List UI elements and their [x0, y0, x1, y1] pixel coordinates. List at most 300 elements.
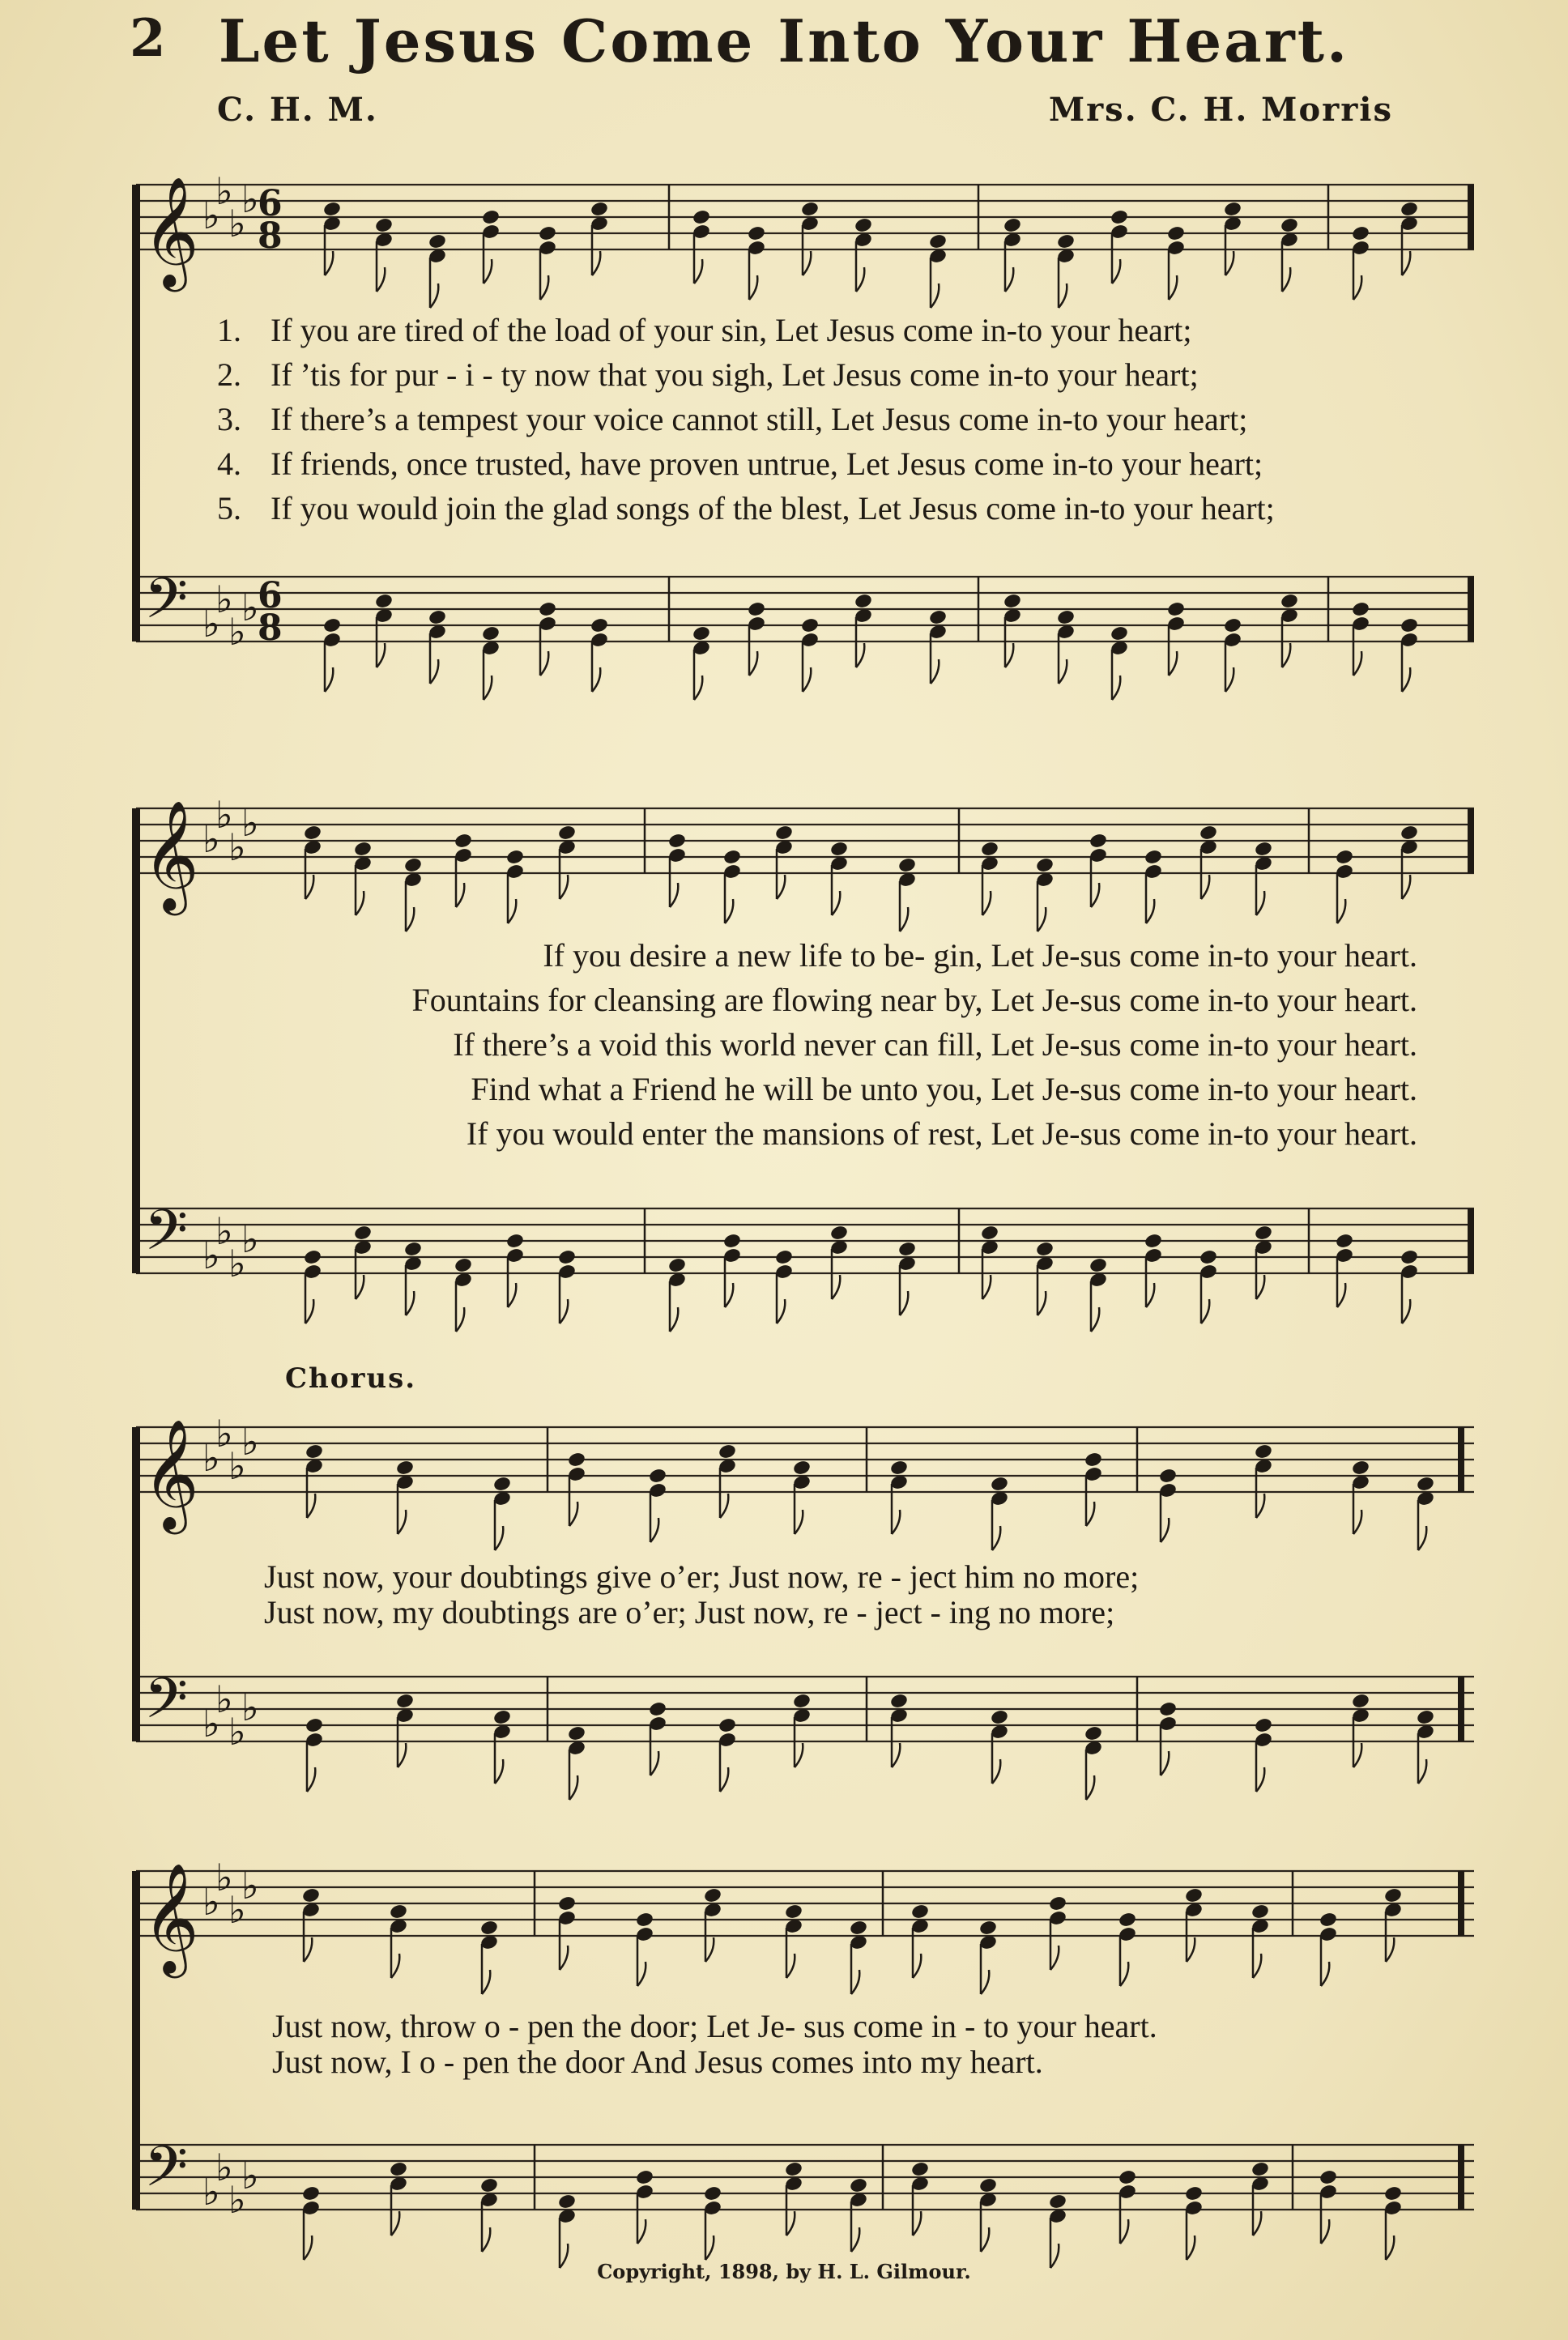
note-head [1351, 1460, 1370, 1477]
note-flag [430, 283, 438, 308]
note-head [1383, 2185, 1403, 2202]
note-flag [670, 1307, 678, 1332]
composer-credit: Mrs. C. H. Morris [1048, 91, 1393, 129]
chorus-line: Just now, my doubtings are o’er; Just now, re - ject - ing no more; [264, 1594, 1115, 1630]
note-head [1254, 1225, 1273, 1242]
note-head [1184, 1887, 1204, 1904]
verse-line: If you desire a new life to be- gin, Let Je-sus come in-to your heart. [543, 937, 1417, 974]
note-flag [1225, 667, 1234, 692]
note-head [722, 849, 742, 866]
flat-icon: ♭ [215, 1412, 233, 1456]
note-head [747, 225, 766, 242]
flat-icon: ♭ [215, 1677, 233, 1721]
note-flag [1169, 275, 1177, 300]
note-head [990, 1476, 1009, 1493]
note-flag [670, 883, 678, 907]
verse-line: Find what a Friend he will be unto you, Let Je-sus come in-to your heart. [471, 1071, 1417, 1107]
note-head [703, 2185, 722, 2202]
note-flag [795, 1743, 803, 1767]
note-head [1199, 1249, 1218, 1266]
note-head [1223, 617, 1242, 634]
note-flag [725, 899, 733, 923]
note-head [978, 2177, 998, 2194]
note-flag [1282, 643, 1290, 667]
note-flag [430, 659, 438, 684]
note-flag [1418, 1526, 1426, 1550]
time-signature: 6 [258, 575, 283, 616]
note-head [481, 209, 501, 226]
note-head [1319, 1912, 1338, 1929]
note-flag [1169, 651, 1177, 676]
note-head [1084, 1725, 1103, 1742]
bass-clef-icon: 𝄢 [144, 2133, 189, 2213]
note-head [590, 201, 609, 218]
note-head [718, 1443, 737, 1460]
flat-icon: ♭ [228, 1710, 246, 1754]
note-head [1035, 857, 1055, 874]
note-flag [377, 267, 385, 292]
note-head [1223, 201, 1242, 218]
note-flag [1386, 1937, 1394, 1962]
note-flag [795, 1510, 803, 1534]
note-flag [892, 1510, 900, 1534]
note-head [635, 2169, 654, 2186]
note-flag [1120, 2219, 1128, 2244]
note-head [1048, 2193, 1067, 2210]
note-head [1351, 601, 1370, 618]
note-flag [495, 1759, 503, 1784]
flat-icon: ♭ [215, 1856, 233, 1899]
note-flag [391, 2211, 399, 2236]
note-head [305, 1443, 324, 1460]
note-flag [495, 1526, 503, 1550]
note-head [1158, 1468, 1178, 1485]
note-head [854, 217, 873, 234]
note-flag [398, 1510, 406, 1534]
note-flag [931, 659, 939, 684]
note-head [428, 233, 447, 250]
flat-icon: ♭ [202, 817, 220, 861]
note-head [774, 1249, 794, 1266]
note-flag [1253, 1954, 1261, 1978]
note-flag [1112, 676, 1120, 700]
note-flag [1187, 1937, 1195, 1962]
note-flag [1402, 1299, 1410, 1323]
note-head [395, 1693, 415, 1710]
note-head [1335, 1233, 1354, 1250]
note-head [1035, 1241, 1055, 1258]
note-flag [992, 1759, 1000, 1784]
note-flag [305, 1299, 313, 1323]
note-head [667, 1257, 687, 1274]
note-flag [569, 1775, 577, 1800]
note-flag [592, 667, 600, 692]
note-head [1110, 209, 1129, 226]
verse-line: 4. If friends, once trusted, have proven untrue, Let Jesus come in-to your heart; [217, 445, 1263, 482]
flat-icon: ♭ [215, 793, 233, 837]
note-flag [913, 2211, 921, 2236]
note-flag [992, 1526, 1000, 1550]
verse-line: 1. If you are tired of the load of your sin, Let Jesus come in-to your heart; [217, 312, 1192, 348]
note-flag [637, 2219, 646, 2244]
note-head [980, 1225, 999, 1242]
note-head [1089, 833, 1108, 850]
note-flag [749, 275, 757, 300]
bass-clef-icon: 𝄢 [144, 565, 189, 645]
note-flag [1146, 1283, 1154, 1307]
note-head [980, 841, 999, 858]
note-head [538, 601, 557, 618]
note-head [374, 217, 394, 234]
note-head [747, 601, 766, 618]
flat-icon: ♭ [202, 1880, 220, 1924]
note-flag [1402, 875, 1410, 899]
note-flag [482, 2227, 490, 2252]
note-head [897, 857, 917, 874]
note-flag [982, 891, 991, 915]
note-flag [720, 1494, 728, 1518]
note-flag [694, 676, 702, 700]
note-flag [304, 1937, 312, 1962]
note-head [1089, 1257, 1108, 1274]
note-head [590, 617, 609, 634]
flat-icon: ♭ [228, 202, 246, 245]
note-flag [856, 267, 864, 292]
note-head [718, 1717, 737, 1734]
chorus-line: Just now, your doubtings give o’er; Just now, re - ject him no more; [264, 1558, 1140, 1595]
note-head [1118, 1912, 1137, 1929]
note-flag [1256, 891, 1264, 915]
verses-part2 [202, 933, 1417, 1156]
note-head [889, 1460, 909, 1477]
note-flag [540, 651, 548, 676]
note-head [1254, 841, 1273, 858]
note-head [567, 1725, 586, 1742]
note-head [479, 1920, 499, 1937]
note-flag [981, 2227, 989, 2252]
note-head [303, 1249, 322, 1266]
note-flag [694, 259, 702, 283]
chorus-line: Just now, I o - pen the door And Jesus comes into my heart. [272, 2044, 1043, 2080]
note-flag [540, 275, 548, 300]
flat-icon: ♭ [241, 2154, 259, 2197]
flat-icon: ♭ [215, 2146, 233, 2189]
note-flag [1225, 251, 1234, 275]
note-flag [1253, 2211, 1261, 2236]
note-flag [1120, 1962, 1128, 1986]
note-flag [1386, 2236, 1394, 2260]
flat-icon: ♭ [241, 1864, 259, 1907]
note-head [1056, 609, 1076, 626]
note-head [374, 593, 394, 610]
note-flag [1201, 1299, 1209, 1323]
note-flag [931, 283, 939, 308]
note-head [792, 1460, 812, 1477]
note-head [1166, 225, 1186, 242]
note-head [849, 1920, 868, 1937]
note-head [303, 825, 322, 842]
note-flag [1161, 1518, 1169, 1542]
note-flag [1321, 2219, 1329, 2244]
note-flag [508, 1283, 516, 1307]
note-flag [391, 1954, 399, 1978]
page-number: 2 [130, 8, 166, 69]
flat-icon: ♭ [241, 1686, 259, 1729]
note-head [1416, 1709, 1435, 1726]
note-flag [856, 643, 864, 667]
flat-icon: ♭ [241, 1420, 259, 1464]
note-head [1400, 825, 1419, 842]
verse-line: 2. If ’tis for pur - i - ty now that you sigh, Let Jesus come in-to your heart; [217, 356, 1199, 393]
note-head [389, 1903, 408, 1920]
note-head [567, 1451, 586, 1468]
note-head [897, 1241, 917, 1258]
note-flag [508, 899, 516, 923]
note-head [1048, 1895, 1067, 1912]
chorus-label: Chorus. [285, 1362, 417, 1395]
note-head [784, 2161, 803, 2178]
note-head [1351, 225, 1370, 242]
note-head [322, 201, 342, 218]
note-head [1254, 1443, 1273, 1460]
flat-icon: ♭ [202, 1702, 220, 1745]
note-head [849, 2177, 868, 2194]
note-flag [1091, 1307, 1099, 1332]
verses-part1 [217, 308, 1275, 531]
note-head [1166, 601, 1186, 618]
note-head [403, 1241, 423, 1258]
note-head [800, 617, 820, 634]
note-flag [637, 1962, 646, 1986]
note-flag [777, 1299, 785, 1323]
note-flag [1038, 907, 1046, 931]
flat-icon: ♭ [228, 610, 246, 654]
note-head [1118, 2169, 1137, 2186]
note-head [648, 1701, 667, 1718]
note-head [557, 1895, 577, 1912]
note-flag [406, 1291, 414, 1315]
flat-icon: ♭ [215, 169, 233, 213]
time-signature: 8 [258, 607, 283, 649]
note-flag [1337, 1283, 1345, 1307]
note-flag [1050, 1946, 1059, 1970]
note-head [928, 609, 948, 626]
note-head [829, 841, 849, 858]
note-head [1184, 2185, 1204, 2202]
bass-clef-icon: 𝄢 [144, 1665, 189, 1745]
verse-line: 5. If you would join the glad songs of the blest, Let Jesus come in-to your heart; [217, 490, 1275, 526]
flat-icon: ♭ [202, 1436, 220, 1480]
note-flag [482, 1970, 490, 1994]
note-head [1158, 1701, 1178, 1718]
note-flag [1321, 1962, 1329, 1986]
note-flag [900, 907, 908, 931]
note-flag [1005, 267, 1013, 292]
note-head [389, 2161, 408, 2178]
note-flag [720, 1767, 728, 1792]
note-flag [1187, 2236, 1195, 2260]
note-flag [305, 875, 313, 899]
note-flag [560, 1946, 568, 1970]
note-flag [786, 2211, 795, 2236]
note-flag [650, 1518, 658, 1542]
bass-clef-icon: 𝄢 [144, 1197, 189, 1277]
note-flag [560, 875, 568, 899]
note-head [395, 1460, 415, 1477]
verse-line: If there’s a void this world never can fill, Let Je-sus come in-to your heart. [453, 1026, 1417, 1063]
flat-icon: ♭ [202, 194, 220, 237]
flat-icon: ♭ [228, 825, 246, 869]
note-flag [851, 1970, 859, 1994]
note-head [353, 841, 373, 858]
note-flag [592, 251, 600, 275]
note-head [1351, 1693, 1370, 1710]
note-head [1003, 217, 1022, 234]
treble-clef-icon: 𝄞 [143, 1861, 199, 1973]
note-flag [786, 1954, 795, 1978]
note-head [635, 1912, 654, 1929]
note-head [648, 1468, 667, 1485]
note-flag [1086, 1502, 1094, 1526]
note-head [1003, 593, 1022, 610]
note-flag [892, 1743, 900, 1767]
note-head [353, 1225, 373, 1242]
note-head [454, 833, 473, 850]
time-signature: 6 [258, 183, 283, 224]
note-flag [1353, 275, 1361, 300]
note-flag [705, 1937, 714, 1962]
note-head [301, 1887, 321, 1904]
note-head [1254, 1717, 1273, 1734]
note-flag [484, 259, 492, 283]
note-flag [484, 676, 492, 700]
note-flag [1402, 667, 1410, 692]
flat-icon: ♭ [241, 801, 259, 845]
note-head [910, 1903, 930, 1920]
note-flag [1353, 1743, 1361, 1767]
note-head [557, 1249, 577, 1266]
note-head [1280, 217, 1299, 234]
note-flag [1256, 1275, 1264, 1299]
note-head [538, 225, 557, 242]
note-head [1110, 625, 1129, 642]
note-head [557, 825, 577, 842]
note-head [557, 2193, 577, 2210]
note-flag [777, 875, 785, 899]
flat-icon: ♭ [228, 1242, 246, 1285]
flat-icon: ♭ [202, 2170, 220, 2214]
note-head [1400, 201, 1419, 218]
note-head [990, 1709, 1009, 1726]
note-head [1280, 593, 1299, 610]
note-flag [569, 1502, 577, 1526]
note-head [1199, 825, 1218, 842]
note-flag [560, 1299, 568, 1323]
treble-clef-icon: 𝄞 [143, 175, 199, 287]
note-head [1400, 617, 1419, 634]
flat-icon: ♭ [241, 1217, 259, 1261]
note-flag [1353, 1510, 1361, 1534]
note-head [1319, 2169, 1338, 2186]
note-flag [851, 2227, 859, 2252]
note-flag [1059, 659, 1067, 684]
treble-clef-icon: 𝄞 [143, 1417, 199, 1529]
note-head [479, 2177, 499, 2194]
note-head [792, 1693, 812, 1710]
note-flag [832, 1275, 840, 1299]
note-flag [1086, 1775, 1094, 1800]
note-flag [803, 251, 811, 275]
note-flag [356, 1275, 364, 1299]
note-head [667, 833, 687, 850]
note-head [928, 233, 948, 250]
note-flag [749, 651, 757, 676]
flat-icon: ♭ [215, 1209, 233, 1253]
note-head [1056, 233, 1076, 250]
note-head [854, 593, 873, 610]
note-head [692, 209, 711, 226]
note-flag [356, 891, 364, 915]
note-flag [1256, 1494, 1264, 1518]
note-flag [1418, 1759, 1426, 1784]
note-flag [1038, 1291, 1046, 1315]
note-head [889, 1693, 909, 1710]
note-flag [377, 643, 385, 667]
note-flag [900, 1291, 908, 1315]
note-flag [1005, 643, 1013, 667]
note-flag [398, 1743, 406, 1767]
note-flag [456, 1307, 464, 1332]
note-head [722, 1233, 742, 1250]
note-head [1251, 2161, 1270, 2178]
verse-line: Fountains for cleansing are flowing near by, Let Je-sus come in-to your heart. [411, 982, 1417, 1018]
note-head [784, 1903, 803, 1920]
note-flag [913, 1954, 921, 1978]
note-head [305, 1717, 324, 1734]
note-flag [650, 1751, 658, 1775]
note-head [1084, 1451, 1103, 1468]
note-flag [325, 251, 333, 275]
note-head [1416, 1476, 1435, 1493]
note-head [481, 625, 501, 642]
note-head [492, 1476, 512, 1493]
chorus-lyrics-1 [264, 1559, 1139, 1630]
note-head [774, 825, 794, 842]
verse-line: 3. If there’s a tempest your voice cannot still, Let Jesus come in-to your heart; [217, 401, 1248, 437]
note-flag [1402, 251, 1410, 275]
note-flag [325, 667, 333, 692]
note-head [978, 1920, 998, 1937]
note-flag [1337, 899, 1345, 923]
note-head [1251, 1903, 1270, 1920]
verse-line: If you would enter the mansions of rest, Let Je-sus come in-to your heart. [466, 1115, 1417, 1152]
note-flag [705, 2236, 714, 2260]
note-flag [832, 891, 840, 915]
chorus-line: Just now, throw o - pen the door; Let Je- sus come in - to your heart. [272, 2008, 1157, 2044]
note-flag [1353, 651, 1361, 676]
hymn-title: Let Jesus Come Into Your Heart. [218, 6, 1350, 75]
note-head [1335, 849, 1354, 866]
flat-icon: ♭ [228, 1888, 246, 1932]
note-head [1400, 1249, 1419, 1266]
note-head [403, 857, 423, 874]
note-flag [307, 1767, 315, 1792]
flat-icon: ♭ [215, 578, 233, 621]
note-head [492, 1709, 512, 1726]
treble-clef-icon: 𝄞 [143, 799, 199, 910]
flat-icon: ♭ [241, 177, 259, 221]
note-flag [1059, 283, 1067, 308]
